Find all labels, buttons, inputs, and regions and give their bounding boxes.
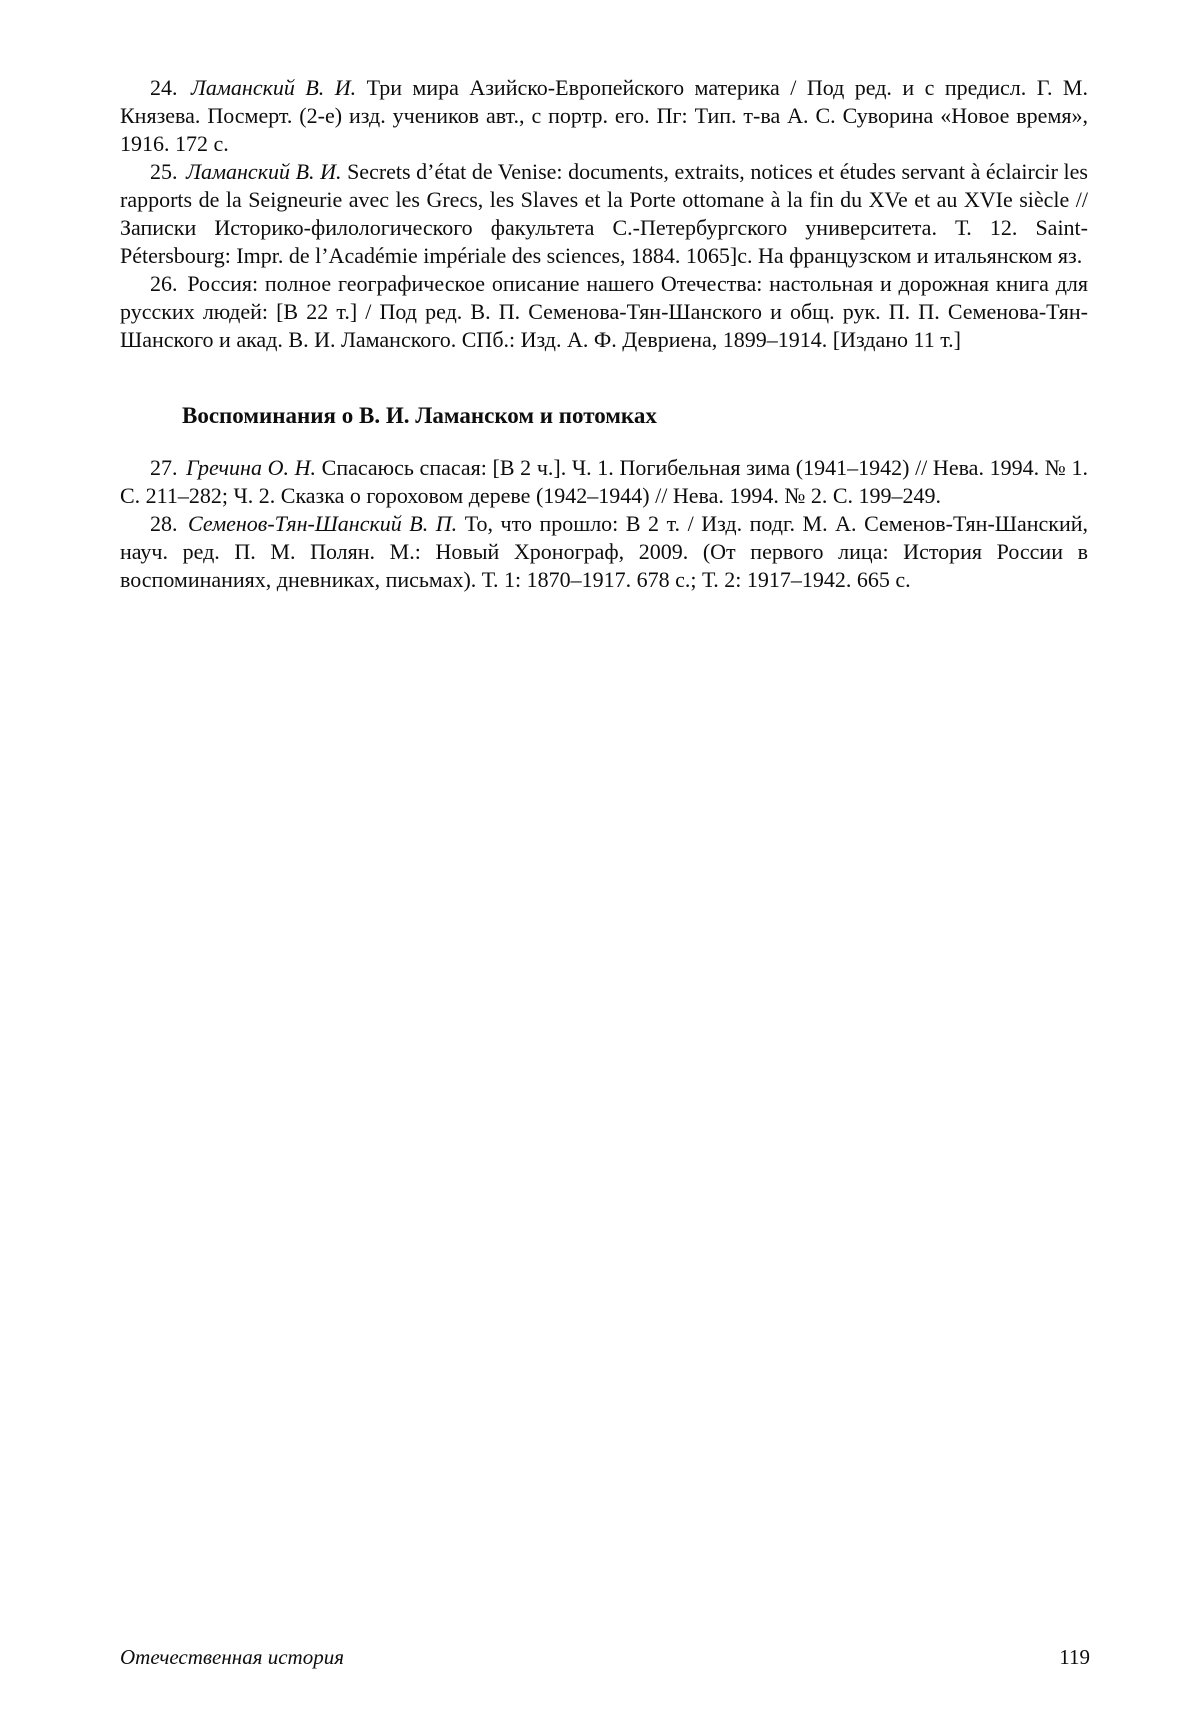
page-footer [120, 1644, 1090, 1670]
entry-text: Спасаюсь спасая: [В 2 ч.]. Ч. 1. Погибельная зима (1941–1942) // Нева. 1994. № 1. С. 211–282; Ч. 2. Сказка о гороховом дереве (1942–1944) // Нева. 1994. № 2. С. 199–249. [120, 455, 1089, 508]
entry-number: 26. [150, 271, 178, 296]
entry-author: Семенов-Тян-Шанский В. П. [188, 511, 458, 536]
entry-text: Secrets d’état de Venise: documents, extraits, notices et études servant à éclaircir les rapports de la Seigneurie avec les Grecs, les Slaves et la Porte ottomane à la fin du XVe et au XVIe siècle // Записки Историко-филологического факультета С.-Петербургского университета. Т. 12. Saint-Pétersbourg: Impr. de l’Académie impériale des sciences, 1884. 1065]с. На французском и итальянском яз. [120, 159, 1088, 268]
entry-text: Три мира Азийско-Европейского материка / Под ред. и с предисл. Г. М. Князева. Посмерт. (2-е) изд. учеников авт., с портр. его. Пг: Тип. т-ва А. С. Суворина «Новое время», 1916. 172 с. [120, 75, 1088, 156]
entry-number: 27. [150, 455, 178, 480]
entry-author: Ламанский В. И. [186, 159, 342, 184]
bibliography-entry-28 [120, 510, 1088, 594]
entry-author: Ламанский В. И. [190, 75, 357, 100]
bibliography-entry-25 [120, 158, 1088, 270]
section-heading: Воспоминания о В. И. Ламанском и потомках [182, 403, 657, 428]
page-number: 119 [1059, 1645, 1090, 1669]
bibliography-list [120, 74, 1088, 594]
entry-number: 25. [150, 159, 178, 184]
bibliography-entry-27 [120, 454, 1088, 510]
entry-text: Россия: полное географическое описание нашего Отечества: настольная и дорожная книга для русских людей: [В 22 т.] / Под ред. В. П. Семенова-Тян-Шанского и общ. рук. П. П. Семенова-Тян-Шанского и акад. В. И. Ламанского. СПб.: Изд. А. Ф. Девриена, 1899–1914. [Издано 11 т.] [120, 271, 1089, 352]
running-title: Отечественная история [120, 1645, 344, 1669]
bibliography-entry-26 [120, 270, 1088, 354]
entry-text: То, что прошло: В 2 т. / Изд. подг. М. А. Семенов-Тян-Шанский, науч. ред. П. М. Полян. М.: Новый Хронограф, 2009. (От первого лица: История России в воспоминаниях, дневниках, письмах). Т. 1: 1870–1917. 678 с.; Т. 2: 1917–1942. 665 с. [120, 511, 1089, 592]
entry-number: 28. [150, 511, 178, 536]
entry-author: Гречина О. Н. [186, 455, 317, 480]
bibliography-entry-24 [120, 74, 1088, 158]
entry-number: 24. [150, 75, 178, 100]
